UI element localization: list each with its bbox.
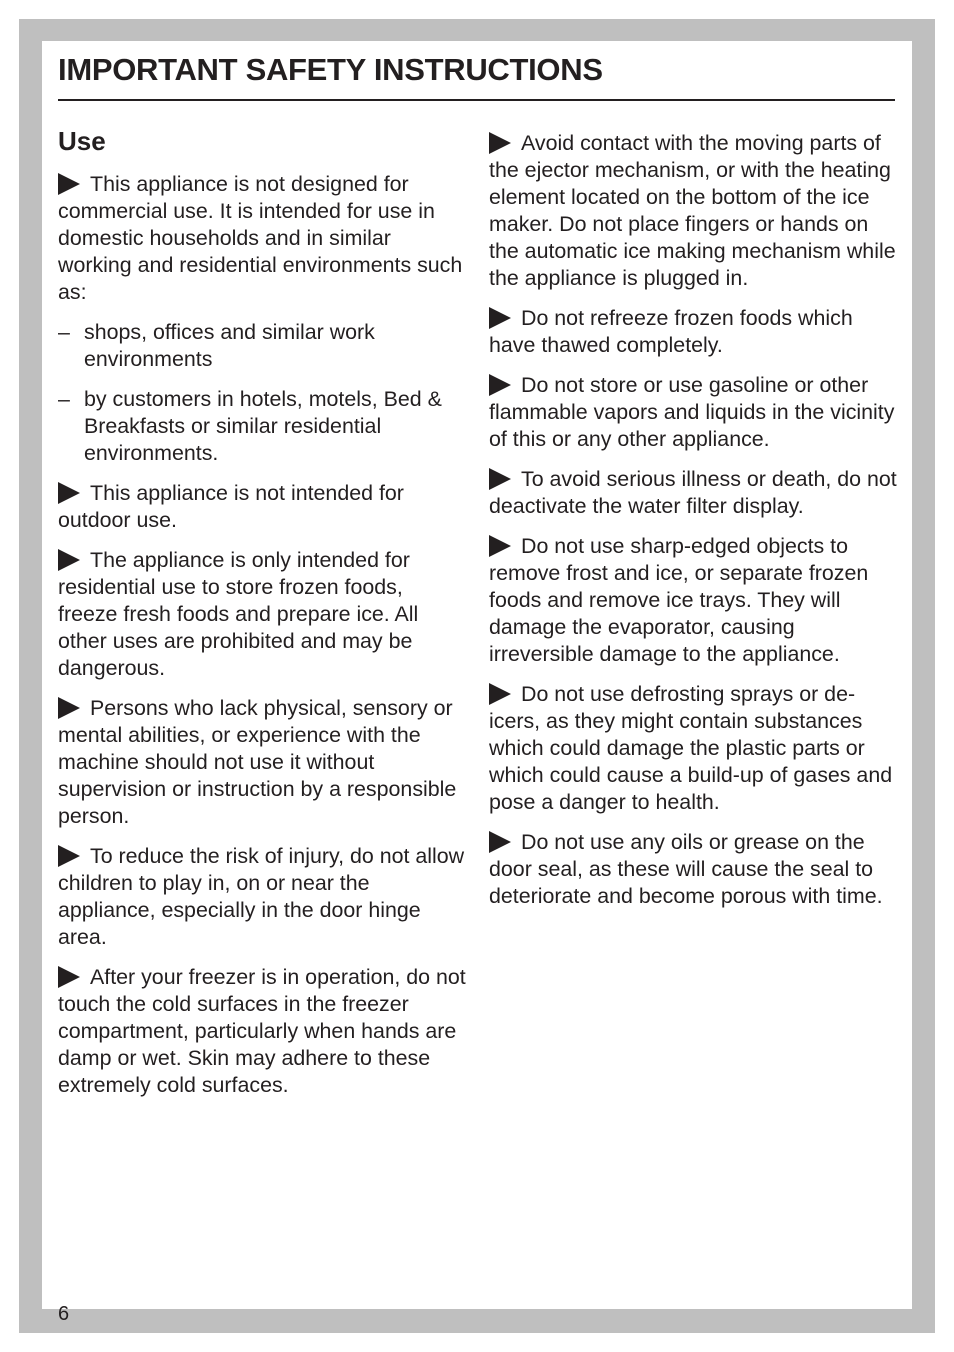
instruction-paragraph: Do not use sharp-edged objects to remove frost and ice, or separate frozen foods and remove ice trays. They will damage the evaporator, causing irreversible damage to the appliance. <box>489 534 869 666</box>
instruction-paragraph: Do not refreeze frozen foods which have thawed completely. <box>489 306 853 357</box>
page-number: 6 <box>58 1303 70 1325</box>
triangle-right-icon <box>489 535 511 557</box>
triangle-right-icon <box>58 845 80 867</box>
instruction-paragraph: Do not store or use gasoline or other flammable vapors and liquids in the vicinity of this or any other appliance. <box>489 373 895 451</box>
instruction-paragraph: To avoid serious illness or death, do not deactivate the water filter display. <box>489 467 897 518</box>
list-item: – shops, offices and similar work environments <box>58 320 375 371</box>
dash-marker: – <box>58 320 70 344</box>
left-column <box>58 122 468 1112</box>
instruction-paragraph: This appliance is not designed for commercial use. It is intended for use in domestic households and in similar working and residential environments such as: <box>58 172 463 304</box>
triangle-right-icon <box>58 966 80 988</box>
triangle-right-icon <box>58 549 80 571</box>
right-column <box>489 130 899 923</box>
triangle-right-icon <box>489 132 511 154</box>
section-heading: Use <box>58 126 106 156</box>
page-title: IMPORTANT SAFETY INSTRUCTIONS <box>58 52 603 87</box>
triangle-right-icon <box>489 307 511 329</box>
instruction-paragraph: Do not use any oils or grease on the door seal, as these will cause the seal to deteriorate and become porous with time. <box>489 830 883 908</box>
instruction-paragraph: Persons who lack physical, sensory or mental abilities, or experience with the machine should not use it without supervision or instruction by a responsible person. <box>58 696 457 828</box>
instruction-paragraph: To reduce the risk of injury, do not allow children to play in, on or near the appliance, especially in the door hinge area. <box>58 844 465 949</box>
triangle-right-icon <box>489 468 511 490</box>
instruction-paragraph: Do not use defrosting sprays or de-icers, as they might contain substances which could damage the plastic parts or which could cause a build-up of gases and pose a danger to health. <box>489 682 893 814</box>
instruction-paragraph: After your freezer is in operation, do not touch the cold surfaces in the freezer compartment, particularly when hands are damp or wet. Skin may adhere to these extremely cold surfaces. <box>58 965 466 1097</box>
triangle-right-icon <box>58 482 80 504</box>
instruction-paragraph: Avoid contact with the moving parts of the ejector mechanism, or with the heating element located on the bottom of the ice maker. Do not place fingers or hands on the automatic ice making mechanism while the appliance is plugged in. <box>489 131 896 290</box>
triangle-right-icon <box>489 831 511 853</box>
triangle-right-icon <box>489 683 511 705</box>
instruction-paragraph: This appliance is not intended for outdoor use. <box>58 481 404 532</box>
title-rule <box>58 99 895 101</box>
dash-marker: – <box>58 387 70 411</box>
list-item: – by customers in hotels, motels, Bed & Breakfasts or similar residential environments. <box>58 387 442 465</box>
triangle-right-icon <box>489 374 511 396</box>
instruction-paragraph: The appliance is only intended for residential use to store frozen foods, freeze fresh foods and prepare ice. All other uses are prohibited and may be dangerous. <box>58 548 419 680</box>
triangle-right-icon <box>58 173 80 195</box>
triangle-right-icon <box>58 697 80 719</box>
